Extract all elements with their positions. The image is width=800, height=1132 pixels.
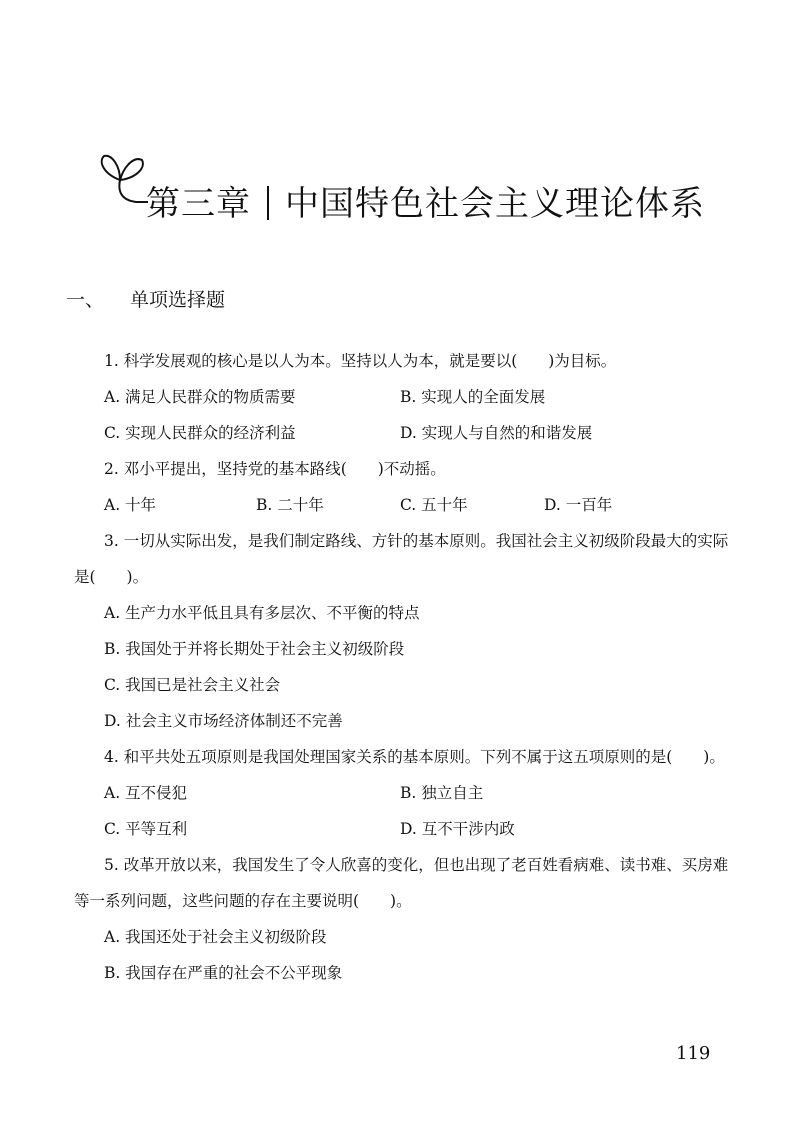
option-row [74,955,734,991]
question-text: 5. 改革开放以来，我国发生了令人欣喜的变化，但也出现了老百姓看病难、读书难、买房难等一系列问题，这些问题的存在主要说明( )。 [74,856,729,910]
question-5 [74,847,734,991]
question-text: 2. 邓小平提出，坚持党的基本路线( )不动摇。 [104,460,446,478]
option-d: D. 互不干涉内政 [400,820,515,838]
option-c: C. 平等互利 [104,820,188,838]
option-a: A. 十年 [104,496,157,514]
option-d: D. 社会主义市场经济体制还不完善 [104,712,343,730]
option-c: C. 实现人民群众的经济利益 [104,424,296,442]
option-a: A. 我国还处于社会主义初级阶段 [104,928,327,946]
option-row [74,595,734,631]
section-heading [66,285,225,312]
option-row [74,415,734,451]
option-d: D. 实现人与自然的和谐发展 [400,424,593,442]
option-b: B. 我国处于并将长期处于社会主义初级阶段 [104,640,405,658]
option-b: B. 独立自主 [400,784,484,802]
option-row [74,667,734,703]
question-text: 3. 一切从实际出发，是我们制定路线、方针的基本原则。我国社会主义初级阶段最大的实际是( )。 [74,532,729,586]
option-d: D. 一百年 [544,496,613,514]
option-c: C. 我国已是社会主义社会 [104,676,281,694]
option-row [74,631,734,667]
option-b: B. 我国存在严重的社会不公平现象 [104,964,343,982]
option-row [74,919,734,955]
option-row [74,487,734,523]
title-divider [267,186,269,220]
option-row [74,703,734,739]
page-number: 119 [676,1043,711,1064]
option-a: A. 满足人民群众的物质需要 [104,388,296,406]
chapter-header [98,150,718,230]
option-row [74,379,734,415]
option-c: C. 五十年 [400,496,468,514]
option-row [74,811,734,847]
question-3 [74,523,734,739]
question-text: 1. 科学发展观的核心是以人为本。坚持以人为本，就是要以( )为目标。 [104,352,617,370]
question-1 [74,343,734,451]
section-number: 一、 [66,289,105,311]
option-b: B. 二十年 [256,496,324,514]
option-a: A. 生产力水平低且具有多层次、不平衡的特点 [104,604,420,622]
chapter-name: 中国特色社会主义理论体系 [285,184,705,224]
option-row [74,775,734,811]
option-a: A. 互不侵犯 [104,784,188,802]
chapter-number: 第三章 [146,184,251,224]
question-list [74,343,734,991]
section-title: 单项选择题 [130,289,226,311]
question-text: 4. 和平共处五项原则是我国处理国家关系的基本原则。下列不属于这五项原则的是( )。 [104,748,725,766]
question-2 [74,451,734,523]
chapter-title [146,176,705,225]
question-4 [74,739,734,847]
option-b: B. 实现人的全面发展 [400,388,546,406]
